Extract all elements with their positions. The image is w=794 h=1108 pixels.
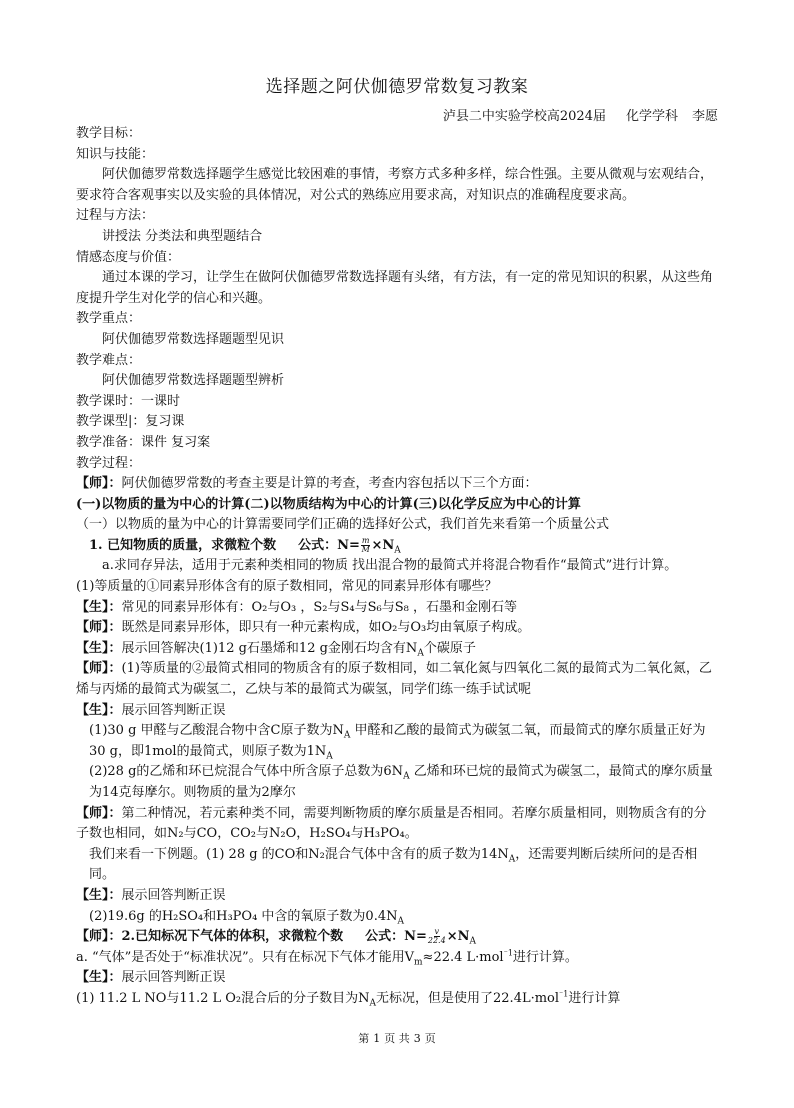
subscript-a: A (369, 998, 377, 1009)
student-5-text: 展示回答判断正误 (121, 970, 226, 986)
student-tag: 【生】： (76, 599, 122, 615)
difficulties-text: 阿伏伽德罗常数选择题题型辨析 (102, 373, 285, 389)
method-a2-tail: ≈22.4 L·mol (422, 949, 504, 965)
question-1: (1)等质量的①同素异形体含有的原子数相同，常见的同素异形体有哪些？ (76, 579, 498, 595)
student-4 (76, 886, 718, 907)
page-footer (0, 1030, 794, 1046)
footer-text-c: 页 (424, 1032, 436, 1045)
emotion-text: 通过本课的学习，让学生在做阿伏伽德罗常数选择题有头绪，有方法，有一定的常见知识的积累，从这些角度提升学生对化学的信心和兴趣。 (76, 270, 714, 306)
volume-fraction (428, 928, 446, 945)
heading-volume-formula (76, 927, 718, 948)
teacher-tag: 【师】： (76, 620, 122, 636)
exercise-1-a: (1)30 g 甲醛与乙酸混合物中含C原子数为N (89, 723, 344, 739)
method-a2-end: 进行计算。 (512, 949, 578, 965)
school-name: 泸县二中实验学校高2024届 (442, 109, 606, 124)
example-tail: ，还需要判断后续所问的是否相同。 (89, 846, 698, 883)
three-aspects-heading (76, 495, 718, 516)
mass-fraction (361, 537, 371, 554)
difficulties-label: 教学难点： (76, 352, 142, 368)
last-exercise-text: (1) 11.2 L NO与11.2 L O₂混合后的分子数目为N (76, 990, 370, 1006)
process-text: 讲授法 分类法和典型题结合 (102, 228, 263, 244)
document-title: 选择题之阿伏伽德罗常数复习教案 (265, 77, 529, 97)
knowledge-text: 阿伏伽德罗常数选择题学生感觉比较困难的事情，考察方式多种多样，综合性强。主要从微观与宏观结合，要求符合客观事实以及实验的具体情况，对公式的熟练应用要求高，对知识点的准确程度要求高。 (76, 167, 714, 203)
subscript-a: A (417, 648, 424, 659)
formula-tail: ×N (446, 929, 470, 945)
objectives-label: 教学目标： (76, 126, 142, 141)
fraction-denominator: M (361, 544, 370, 554)
exercise-3 (76, 907, 718, 928)
teacher-3 (76, 804, 718, 845)
subscript-a: A (394, 545, 401, 556)
exercise-1-b: 甲醛和乙酸的最简式为碳氢二氧，而最简式的摩尔质量正好为30 g，即1mol的最简式，则原子数为1N (89, 723, 706, 759)
student-tag: 【生】： (76, 640, 122, 656)
last-exercise-mid: 无标况，但是使用了22.4L·mol (376, 990, 560, 1006)
student-2-text: 展示回答解决(1)12 g石墨烯和12 g金刚石均含有N (121, 640, 418, 656)
teacher-tag: 【师】： (76, 661, 122, 677)
last-exercise-end: 进行计算 (568, 990, 621, 1006)
heading-mass-formula (76, 536, 718, 557)
subscript-a: A (397, 916, 404, 927)
student-4-text: 展示回答判断正误 (121, 887, 226, 903)
document-body (76, 124, 718, 1010)
teacher-intro-text: 阿伏伽德罗常数的考查主要是计算的考查，考查内容包括以下三个方面： (121, 476, 538, 492)
subscript-a: A (469, 936, 476, 947)
teacher-1-text: 既然是同素异形体，即只有一种元素构成，如O₂与O₃均由氧原子构成。 (121, 620, 531, 636)
knowledge-label: 知识与技能： (76, 146, 155, 162)
formula-label: 公式：N= (298, 537, 360, 553)
key-points-label: 教学重点： (76, 311, 142, 327)
teacher-intro (76, 474, 718, 495)
formula-label: 公式：N= (365, 929, 427, 945)
teacher-3-text: 第二种情况，若元素种类不同，需要判断物质的摩尔质量是否相同。若摩尔质量相同，则物质含有的分子数也相同，如N₂与CO，CO₂与N₂O，H₂SO₄与H₃PO₄。 (76, 805, 707, 842)
student-1 (76, 598, 718, 619)
teacher-name: 李愿 (691, 109, 718, 124)
example-text: 我们来看一下例题。(1) 28 g 的CO和N₂混合气体中含有的质子数为14N (89, 846, 509, 862)
teacher-1 (76, 618, 718, 639)
heading-volume-text: 2.已知标况下气体的体积，求微粒个数 (121, 929, 344, 945)
student-2 (76, 639, 718, 660)
superscript-minus-1: ⁻1 (559, 989, 569, 999)
method-a: a.求同存异法，适用于元素种类相同的物质 找出混合物的最简式并将混合物看作“最简式”进行计算。 (102, 558, 678, 574)
teacher-tag: 【师】： (76, 805, 122, 821)
method-a2 (76, 948, 718, 969)
subscript-a: A (343, 730, 351, 741)
student-tag: 【生】： (76, 702, 122, 718)
key-points-text: 阿伏伽德罗常数选择题题型见识 (102, 331, 285, 347)
process-label: 过程与方法： (76, 208, 155, 224)
method-a2-text: a. “气体”是否处于“标准状况”。只有在标况下气体才能用V (76, 949, 414, 965)
footer-text-a: 第 (358, 1032, 370, 1045)
teacher-2-text: (1)等质量的②最简式相同的物质含有的原子数相同，如二氧化氮与四氧化二氮的最简式为二氧化氮，乙烯与丙烯的最简式为碳氢二，乙炔与苯的最简式为碳氢，同学们练一练手试试呢 (76, 661, 712, 698)
student-2-tail: 个碳原子 (423, 640, 476, 656)
student-1-text: 常见的同素异形体有：O₂与O₃ ，S₂与S₄与S₆与S₈ ，石墨和金刚石等 (121, 599, 517, 615)
heading-mass-text: 1. 已知物质的质量，求微粒个数 (89, 537, 277, 553)
superscript-minus-1: ⁻1 (503, 948, 513, 958)
page-total: 3 (413, 1032, 421, 1045)
class-process: 教学过程： (76, 455, 142, 471)
subscript-m: m (414, 957, 423, 968)
teacher-2 (76, 659, 718, 700)
footer-text-b: 页 共 (384, 1032, 410, 1045)
student-tag: 【生】： (76, 970, 122, 986)
class-type: 教学课型|：复习课 (76, 414, 185, 430)
fraction-denominator: 22.4 (427, 936, 446, 946)
sub-intro: （一）以物质的量为中心的计算需要同学们正确的选择好公式，我们首先来看第一个质量公式 (76, 517, 610, 533)
teacher-tag: 【师】： (76, 929, 122, 945)
exercise-2-b: 乙烯和环已烷的最简式为碳氢二，最简式的摩尔质量为14克每摩尔。则物质的量为2摩尔 (89, 764, 713, 800)
three-aspects-text: (一)以物质的量为中心的计算(二)以物质结构为中心的计算(三)以化学反应为中心的计算 (76, 496, 581, 512)
subject-name: 化学学科 (625, 109, 678, 124)
last-exercise (76, 989, 718, 1010)
author-line (443, 105, 718, 124)
exercise-3-text: (2)19.6g 的H₂SO₄和H₃PO₄ 中含的氧原子数为0.4N (89, 908, 398, 924)
fraction-numerator: v (434, 927, 440, 937)
page-number: 1 (373, 1032, 381, 1045)
class-prep: 教学准备：课件 复习案 (76, 434, 211, 450)
formula-tail: ×N (371, 537, 395, 553)
student-tag: 【生】： (76, 887, 122, 903)
subscript-a: A (403, 772, 410, 782)
teacher-tag: 【师】： (76, 476, 122, 492)
fraction-numerator: m (361, 535, 370, 545)
class-hours: 教学课时：一课时 (76, 393, 181, 409)
student-3 (76, 701, 718, 722)
exercise-1 (76, 721, 718, 762)
subscript-a: A (508, 854, 516, 865)
student-3-text: 展示回答判断正误 (121, 702, 226, 718)
subscript-a: A (326, 751, 333, 762)
student-5 (76, 968, 718, 989)
exercise-2-a: (2)28 g的乙烯和环已烷混合气体中所含原子总数为6N (89, 764, 404, 780)
emotion-label: 情感态度与价值： (76, 249, 181, 265)
exercise-2 (76, 762, 718, 803)
example (76, 845, 718, 886)
